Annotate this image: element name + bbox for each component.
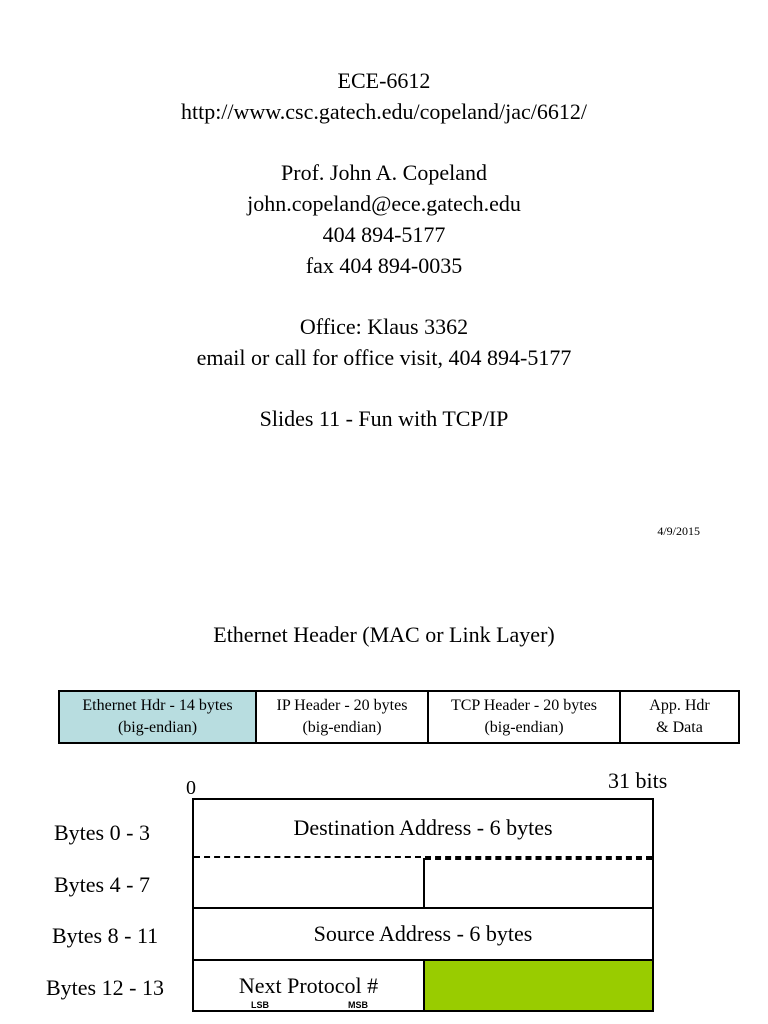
row-label-bytes-0-3: Bytes 0 - 3 (54, 820, 150, 845)
cell-line1: Ethernet Hdr - 14 bytes (82, 697, 233, 714)
tcp-header-cell (429, 692, 621, 742)
bit-axis-end: 31 bits (608, 768, 668, 793)
cell-line1: TCP Header - 20 bytes (450, 697, 598, 714)
ethernet-header-diagram (192, 798, 654, 1012)
course-url[interactable]: http://www.csc.gatech.edu/copeland/jac/6612/ (180, 99, 588, 124)
slide-date: 4/9/2015 (657, 524, 700, 538)
cell-line2: (big-endian) (302, 719, 382, 736)
destination-address-field: Destination Address - 6 bytes (293, 815, 553, 840)
protocol-stack-row (58, 690, 740, 744)
cell-line2: (big-endian) (117, 719, 198, 736)
lsb-label: LSB (251, 1000, 269, 1010)
cell-line1: IP Header - 20 bytes (276, 697, 408, 714)
course-code: ECE-6612 (337, 68, 431, 93)
row-label-bytes-12-13: Bytes 12 - 13 (46, 975, 164, 1000)
ethernet-header-cell (60, 692, 257, 742)
professor-phone: 404 894-5177 (322, 222, 446, 247)
green-padding-field (425, 961, 652, 1010)
source-address-start-field (425, 858, 652, 907)
field-row (194, 909, 652, 961)
page-title: Ethernet Header (MAC or Link Layer) (213, 622, 555, 647)
field-row (194, 858, 652, 909)
bit-axis-start: 0 (186, 777, 196, 799)
cell-line2: & Data (656, 719, 703, 736)
ip-header-cell (257, 692, 429, 742)
office-location: Office: Klaus 3362 (299, 314, 469, 339)
cell-line1: App. Hdr (649, 697, 710, 714)
office-visit-note: email or call for office visit, 404 894-5177 (196, 345, 572, 370)
professor-fax: fax 404 894-0035 (305, 253, 463, 278)
field-row (194, 800, 652, 858)
row-label-bytes-4-7: Bytes 4 - 7 (54, 872, 150, 897)
row-label-bytes-8-11: Bytes 8 - 11 (52, 923, 159, 948)
slides-title: Slides 11 - Fun with TCP/IP (259, 406, 509, 431)
cell-line2: (big-endian) (484, 719, 564, 736)
app-data-cell (621, 692, 738, 742)
msb-label: MSB (348, 1000, 368, 1010)
destination-address-cont-field (194, 858, 425, 907)
professor-name: Prof. John A. Copeland (281, 160, 487, 185)
professor-email[interactable]: john.copeland@ece.gatech.edu (247, 191, 521, 216)
next-protocol-field: Next Protocol # (194, 961, 425, 1010)
source-address-field: Source Address - 6 bytes (313, 921, 533, 946)
